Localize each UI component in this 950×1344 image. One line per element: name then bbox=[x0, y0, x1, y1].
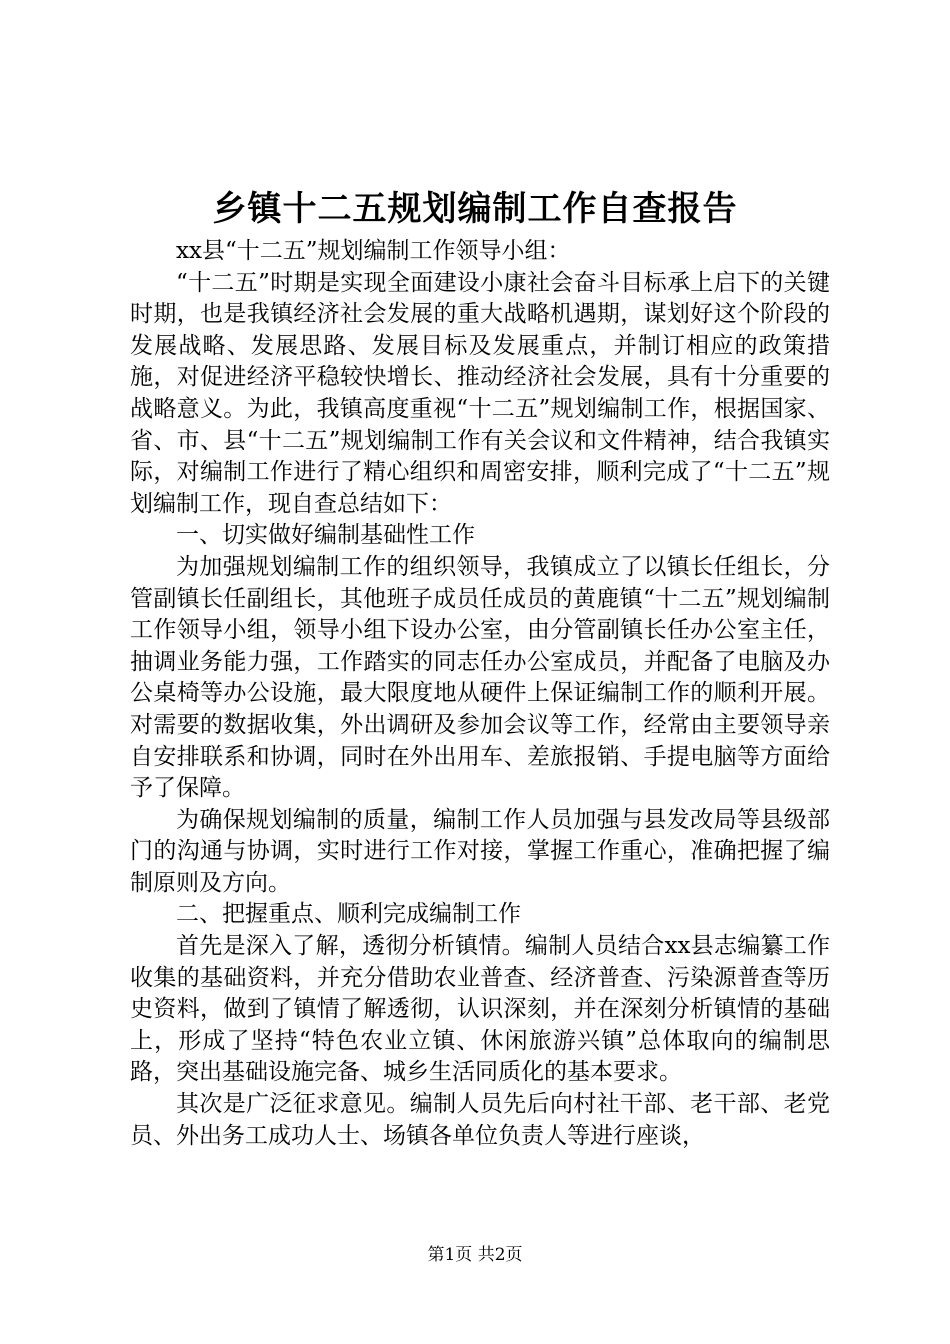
paragraph-intro: “十二五”时期是实现全面建设小康社会奋斗目标承上启下的关键时期，也是我镇经济社会发展的重大战略机遇期，谋划好这个阶段的发展战略、发展思路、发展目标及发展重点，并制订相应的政策措施，对促进经济平稳较快增长、推动经济社会发展，具有十分重要的战略意义。为此，我镇高度重视“十二五”规划编制工作，根据国家、省、市、县“十二五”规划编制工作有关会议和文件精神，结合我镇实际，对编制工作进行了精心组织和周密安排，顺利完成了“十二五”规划编制工作，现自查总结如下： bbox=[130, 269, 830, 517]
page-number-footer: 第1页 共2页 bbox=[427, 1245, 523, 1265]
section-heading-1: 一、切实做好编制基础性工作 bbox=[176, 522, 475, 549]
section-heading-2: 二、把握重点、顺利完成编制工作 bbox=[176, 901, 521, 928]
paragraph-first: 首先是深入了解，透彻分析镇情。编制人员结合xx县志编纂工作收集的基础资料，并充分借助农业普查、经济普查、污染源普查等历史资料，做到了镇情了解透彻，认识深刻，并在深刻分析镇情的基础上，形成了坚持“特色农业立镇、休闲旅游兴镇”总体取向的编制思路，突出基础设施完备、城乡生活同质化的基本要求。 bbox=[130, 933, 830, 1086]
document-body bbox=[130, 236, 830, 1152]
salutation: xx县“十二五”规划编制工作领导小组： bbox=[176, 238, 571, 264]
paragraph-organization: 为加强规划编制工作的组织领导，我镇成立了以镇长任组长，分管副镇长任副组长，其他班子成员任成员的黄鹿镇“十二五”规划编制工作领导小组，领导小组下设办公室，由分管副镇长任办公室主任，抽调业务能力强，工作踏实的同志任办公室成员，并配备了电脑及办公桌椅等办公设施，最大限度地从硬件上保证编制工作的顺利开展。对需要的数据收集，外出调研及参加会议等工作，经常由主要领导亲自安排联系和协调，同时在外出用车、差旅报销、手提电脑等方面给予了保障。 bbox=[130, 553, 830, 802]
paragraph-second: 其次是广泛征求意见。编制人员先后向村社干部、老干部、老党员、外出务工成功人士、场镇各单位负责人等进行座谈， bbox=[130, 1091, 830, 1149]
page-title: 乡镇十二五规划编制工作自查报告 bbox=[212, 189, 738, 229]
paragraph-quality: 为确保规划编制的质量，编制工作人员加强与县发改局等县级部门的沟通与协调，实时进行工作对接，掌握工作重心，准确把握了编制原则及方向。 bbox=[130, 806, 830, 896]
